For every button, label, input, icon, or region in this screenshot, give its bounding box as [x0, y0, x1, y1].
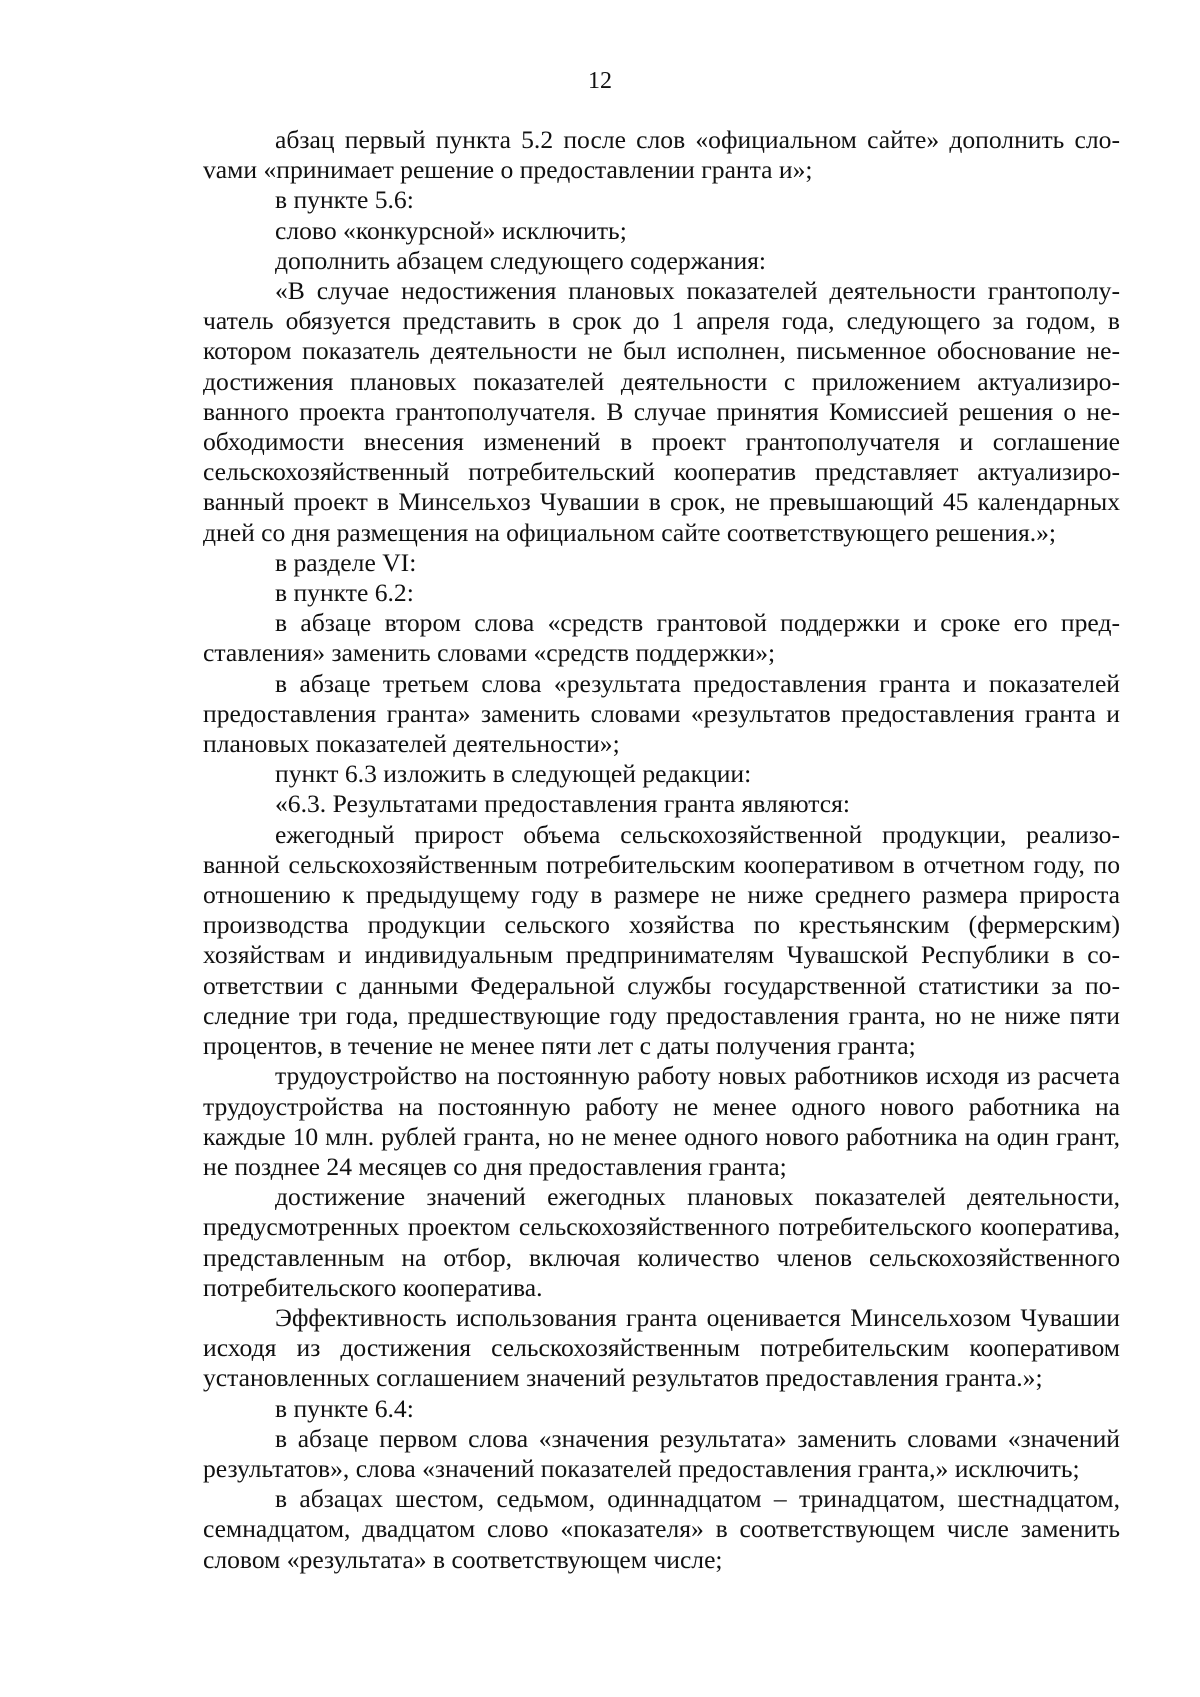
paragraph: пункт 6.3 изложить в следующей редакции: — [275, 759, 752, 789]
paragraph: трудоустройство на постоянную работу новых работников исходя из расчета трудоустройства на постоянную работу не менее одного нового работника на каждые 10 млн. рублей гранта, но не менее одного нового работника на один грант, не позднее 24 месяцев со дня предоставления гранта; — [203, 1061, 1120, 1181]
paragraph: в абзаце первом слова «значения результата» заменить словами «значений результатов», слова «значений показателей предоставления гранта,» исключить; — [203, 1423, 1120, 1483]
paragraph: в абзаце третьем слова «результата предоставления гранта и показателей предоставления гранта» заменить словами «результатов предоставления гранта и плановых показателей деятельности»; — [203, 668, 1120, 759]
paragraph: дополнить абзацем следующего содержания: — [275, 245, 767, 275]
paragraph: в разделе VI: — [275, 547, 417, 577]
paragraph: в абзацах шестом, седьмом, одиннадцатом – тринадцатом, шестнадцатом, семнадцатом, двадцатом слово «показателя» в соответствующем числе заменить словом «результата» в соответствующем числе; — [203, 1484, 1120, 1574]
paragraph: «В случае недостижения плановых показателей деятельности грантополучатель обязуется представить в срок до 1 апреля года, следующего за годом, в котором показатель деятельности не был исполнен, письменное обоснование недостижения плановых показателей деятельности с приложением актуализированного проекта грантополучателя. В случае принятия Комиссией решения о необходимости внесения изменений в проект грантополучателя и соглашение сельскохозяйственный потребительский кооператив представляет актуализированный проект в Минсельхоз Чувашии в срок, не превышающий 45 календарных дней со дня размещения на официальном сайте соответствующего решения.»; — [203, 276, 1120, 547]
paragraph: в пункте 6.2: — [275, 578, 414, 608]
paragraph: абзац первый пункта 5.2 после слов «официальном сайте» дополнить слоvами «принимает решение о предоставлении гранта и»; — [203, 125, 1120, 185]
page-number: 12 — [588, 68, 612, 94]
paragraph: достижение значений ежегодных плановых показателей деятельности, предусмотренных проектом сельскохозяйственного потребительского кооператива, представленным на отбор, включая количество членов сельскохозяйственного потребительского кооператива. — [203, 1182, 1120, 1302]
paragraph: в пункте 5.6: — [275, 185, 414, 215]
paragraph: в пункте 6.4: — [275, 1393, 414, 1423]
paragraph: слово «конкурсной» исключить; — [275, 215, 627, 245]
paragraph: в абзаце втором слова «средств грантовой поддержки и сроке его представления» заменить словами «средств поддержки»; — [203, 608, 1120, 668]
paragraph: Эффективность использования гранта оценивается Минсельхозом Чувашии исходя из достижения сельскохозяйственным потребительским кооперативом установленных соглашением значений результатов предоставления гранта.»; — [203, 1302, 1120, 1393]
document-body — [203, 125, 1120, 1575]
paragraph: ежегодный прирост объема сельскохозяйственной продукции, реализованной сельскохозяйственным потребительским кооперативом в отчетном году, по отношению к предыдущему году в размере не ниже среднего размера прироста производства продукции сельского хозяйства по крестьянским (фермерским) хозяйствам и индивидуальным предпринимателям Чувашской Республики в соответствии с данными Федеральной службы государственной статистики за последние три года, предшествующие году предоставления гранта, но не ниже пяти процентов, в течение не менее пяти лет с даты получения гранта; — [203, 819, 1120, 1061]
paragraph: «6.3. Результатами предоставления гранта являются: — [275, 789, 851, 819]
